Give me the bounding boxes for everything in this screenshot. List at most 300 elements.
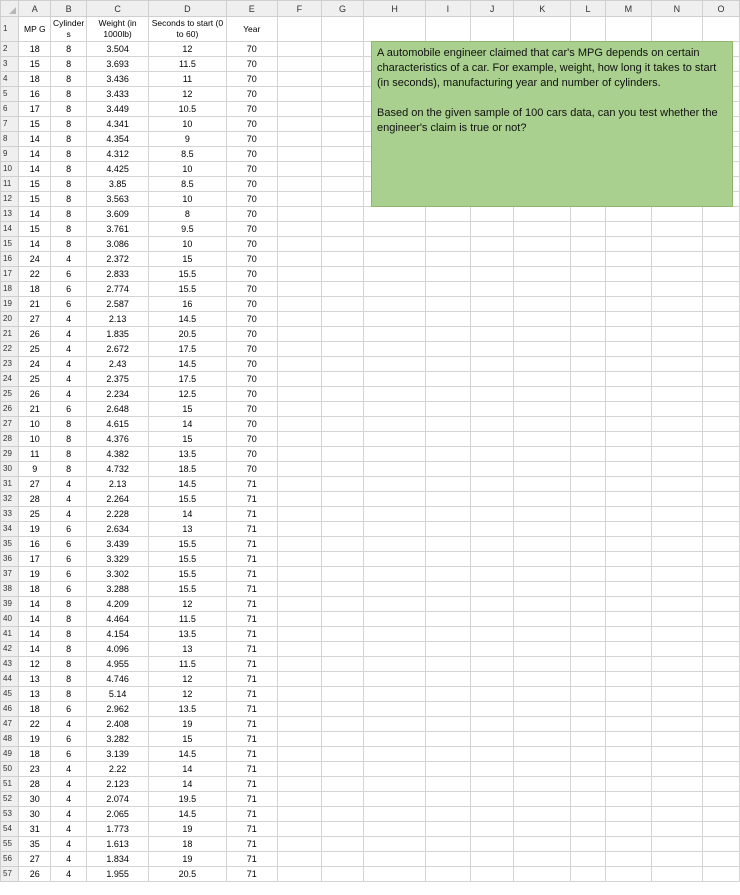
cell[interactable]: 4.425 — [86, 162, 148, 177]
cell[interactable] — [364, 357, 426, 372]
cell[interactable] — [571, 762, 606, 777]
cell[interactable]: 4 — [51, 252, 87, 267]
cell[interactable] — [514, 642, 571, 657]
cell[interactable] — [321, 702, 363, 717]
cell[interactable]: 71 — [226, 747, 277, 762]
cell[interactable]: 11 — [149, 72, 226, 87]
cell[interactable]: 21 — [19, 402, 51, 417]
cell[interactable] — [571, 252, 606, 267]
cell[interactable]: 70 — [226, 177, 277, 192]
cell[interactable]: 15 — [149, 432, 226, 447]
cell[interactable] — [571, 582, 606, 597]
cell[interactable]: 13.5 — [149, 702, 226, 717]
cell[interactable] — [277, 492, 321, 507]
cell[interactable]: 4 — [51, 357, 87, 372]
cell[interactable] — [426, 642, 471, 657]
cell[interactable]: 13.5 — [149, 447, 226, 462]
cell[interactable] — [571, 447, 606, 462]
cell[interactable] — [321, 612, 363, 627]
row-header[interactable]: 40 — [1, 612, 19, 627]
cell[interactable]: 15 — [19, 177, 51, 192]
cell[interactable]: 19 — [19, 732, 51, 747]
cell[interactable]: 14.5 — [149, 747, 226, 762]
cell[interactable]: 8 — [51, 222, 87, 237]
row-header[interactable]: 17 — [1, 267, 19, 282]
cell[interactable] — [470, 282, 514, 297]
cell[interactable]: 14 — [19, 147, 51, 162]
row-header[interactable]: 42 — [1, 642, 19, 657]
cell[interactable] — [277, 837, 321, 852]
cell[interactable] — [470, 642, 514, 657]
cell[interactable] — [277, 747, 321, 762]
row-header[interactable]: 41 — [1, 627, 19, 642]
cell[interactable] — [571, 597, 606, 612]
cell[interactable] — [514, 282, 571, 297]
cell[interactable]: 23 — [19, 762, 51, 777]
cell[interactable] — [321, 537, 363, 552]
cell[interactable] — [321, 672, 363, 687]
cell[interactable] — [514, 417, 571, 432]
cell[interactable] — [703, 522, 740, 537]
cell[interactable]: 5.14 — [86, 687, 148, 702]
row-header[interactable]: 34 — [1, 522, 19, 537]
cell[interactable] — [514, 627, 571, 642]
cell[interactable] — [514, 582, 571, 597]
cell[interactable] — [514, 327, 571, 342]
cell[interactable] — [571, 627, 606, 642]
cell[interactable]: 6 — [51, 267, 87, 282]
cell[interactable] — [605, 222, 651, 237]
cell[interactable] — [651, 282, 702, 297]
cell[interactable]: 6 — [51, 567, 87, 582]
cell[interactable] — [277, 267, 321, 282]
cell[interactable]: 70 — [226, 57, 277, 72]
problem-statement-note[interactable] — [371, 41, 733, 207]
cell[interactable]: 71 — [226, 627, 277, 642]
cell[interactable] — [426, 17, 471, 42]
cell[interactable]: 70 — [226, 42, 277, 57]
cell[interactable] — [651, 17, 702, 42]
cell[interactable]: 6 — [51, 582, 87, 597]
row-header[interactable]: 51 — [1, 777, 19, 792]
cell[interactable] — [470, 207, 514, 222]
cell[interactable]: 3.329 — [86, 552, 148, 567]
cell[interactable] — [277, 17, 321, 42]
cell[interactable] — [651, 372, 702, 387]
cell[interactable] — [321, 522, 363, 537]
cell[interactable] — [470, 852, 514, 867]
cell[interactable]: 9 — [149, 132, 226, 147]
cell[interactable] — [571, 732, 606, 747]
cell[interactable] — [426, 342, 471, 357]
cell[interactable]: 19 — [19, 567, 51, 582]
cell[interactable] — [277, 87, 321, 102]
cell[interactable] — [651, 297, 702, 312]
cell[interactable] — [426, 717, 471, 732]
cell[interactable] — [364, 492, 426, 507]
cell[interactable]: 19.5 — [149, 792, 226, 807]
row-header[interactable]: 20 — [1, 312, 19, 327]
cell[interactable] — [470, 657, 514, 672]
cell[interactable] — [364, 672, 426, 687]
cell[interactable]: 21 — [19, 297, 51, 312]
cell[interactable]: 71 — [226, 582, 277, 597]
cell[interactable] — [470, 792, 514, 807]
cell[interactable]: 1.613 — [86, 837, 148, 852]
cell[interactable]: 3.85 — [86, 177, 148, 192]
cell[interactable] — [605, 387, 651, 402]
cell[interactable] — [703, 732, 740, 747]
cell[interactable] — [651, 462, 702, 477]
cell[interactable] — [364, 552, 426, 567]
cell[interactable] — [364, 537, 426, 552]
cell[interactable] — [703, 672, 740, 687]
cell[interactable] — [364, 777, 426, 792]
cell[interactable] — [426, 852, 471, 867]
cell[interactable] — [605, 432, 651, 447]
cell[interactable] — [514, 552, 571, 567]
cell[interactable] — [605, 462, 651, 477]
cell[interactable] — [514, 312, 571, 327]
cell[interactable] — [514, 522, 571, 537]
cell[interactable] — [514, 837, 571, 852]
cell[interactable] — [514, 267, 571, 282]
cell[interactable] — [514, 222, 571, 237]
row-header[interactable]: 4 — [1, 72, 19, 87]
cell[interactable]: 12 — [19, 657, 51, 672]
cell[interactable]: 71 — [226, 672, 277, 687]
row-header[interactable]: 3 — [1, 57, 19, 72]
row-header[interactable]: 49 — [1, 747, 19, 762]
cell[interactable] — [321, 87, 363, 102]
cell[interactable] — [364, 297, 426, 312]
cell[interactable] — [703, 822, 740, 837]
cell[interactable] — [514, 297, 571, 312]
cell[interactable] — [277, 807, 321, 822]
cell[interactable]: 4 — [51, 477, 87, 492]
cell[interactable]: 70 — [226, 222, 277, 237]
cell[interactable] — [703, 747, 740, 762]
cell[interactable] — [514, 612, 571, 627]
cell[interactable] — [321, 207, 363, 222]
cell[interactable] — [605, 207, 651, 222]
cell[interactable] — [277, 777, 321, 792]
cell[interactable]: 14 — [19, 237, 51, 252]
cell[interactable]: 71 — [226, 822, 277, 837]
cell[interactable]: 15.5 — [149, 567, 226, 582]
cell[interactable] — [426, 657, 471, 672]
cell[interactable] — [426, 807, 471, 822]
cell[interactable] — [571, 267, 606, 282]
cell[interactable]: 4 — [51, 777, 87, 792]
cell[interactable]: 8 — [149, 207, 226, 222]
cell[interactable] — [277, 117, 321, 132]
cell[interactable] — [470, 342, 514, 357]
cell[interactable] — [514, 747, 571, 762]
cell[interactable] — [703, 252, 740, 267]
cell[interactable] — [703, 717, 740, 732]
cell[interactable] — [571, 792, 606, 807]
cell[interactable] — [426, 687, 471, 702]
cell[interactable] — [321, 357, 363, 372]
cell[interactable]: 2.22 — [86, 762, 148, 777]
cell[interactable] — [571, 717, 606, 732]
cell[interactable] — [426, 822, 471, 837]
cell[interactable] — [364, 657, 426, 672]
cell[interactable]: 6 — [51, 522, 87, 537]
cell[interactable]: 10 — [19, 417, 51, 432]
cell[interactable]: 3.433 — [86, 87, 148, 102]
cell[interactable] — [426, 582, 471, 597]
cell[interactable] — [605, 807, 651, 822]
cell[interactable] — [605, 417, 651, 432]
cell[interactable] — [605, 642, 651, 657]
cell[interactable] — [571, 327, 606, 342]
cell[interactable]: 2.264 — [86, 492, 148, 507]
cell[interactable] — [321, 387, 363, 402]
cell[interactable]: 6 — [51, 552, 87, 567]
cell[interactable] — [426, 672, 471, 687]
cell[interactable]: 12 — [149, 672, 226, 687]
cell[interactable] — [470, 612, 514, 627]
cell[interactable] — [651, 417, 702, 432]
cell[interactable] — [514, 807, 571, 822]
cell[interactable] — [277, 672, 321, 687]
cell[interactable]: 70 — [226, 162, 277, 177]
cell[interactable]: 26 — [19, 867, 51, 882]
cell[interactable] — [605, 402, 651, 417]
cell[interactable] — [514, 567, 571, 582]
cell[interactable] — [514, 402, 571, 417]
cell[interactable] — [364, 327, 426, 342]
cell[interactable] — [605, 612, 651, 627]
column-header[interactable]: I — [426, 1, 471, 17]
cell[interactable] — [470, 552, 514, 567]
cell[interactable]: 4 — [51, 372, 87, 387]
cell[interactable]: 70 — [226, 147, 277, 162]
cell[interactable] — [470, 357, 514, 372]
column-header[interactable]: A — [19, 1, 51, 17]
cell[interactable] — [514, 867, 571, 882]
cell[interactable]: 20.5 — [149, 327, 226, 342]
cell[interactable] — [605, 477, 651, 492]
cell[interactable] — [426, 357, 471, 372]
cell[interactable] — [651, 447, 702, 462]
row-header[interactable]: 12 — [1, 192, 19, 207]
cell[interactable] — [651, 222, 702, 237]
cell[interactable]: 70 — [226, 357, 277, 372]
cell[interactable]: 19 — [149, 717, 226, 732]
cell[interactable] — [321, 447, 363, 462]
cell[interactable] — [364, 687, 426, 702]
row-header[interactable]: 26 — [1, 402, 19, 417]
cell[interactable] — [470, 327, 514, 342]
row-header[interactable]: 38 — [1, 582, 19, 597]
cell[interactable]: 71 — [226, 807, 277, 822]
cell[interactable] — [571, 207, 606, 222]
cell[interactable] — [321, 102, 363, 117]
cell[interactable]: 14 — [149, 507, 226, 522]
cell[interactable]: 27 — [19, 852, 51, 867]
header-cell-seconds[interactable]: Seconds to start (0 to 60) — [149, 17, 226, 42]
cell[interactable] — [605, 747, 651, 762]
cell[interactable]: 18 — [19, 72, 51, 87]
cell[interactable] — [277, 177, 321, 192]
cell[interactable]: 4.615 — [86, 417, 148, 432]
cell[interactable]: 2.43 — [86, 357, 148, 372]
cell[interactable]: 4 — [51, 507, 87, 522]
header-cell-weight[interactable]: Weight (in 1000lb) — [86, 17, 148, 42]
cell[interactable]: 71 — [226, 537, 277, 552]
cell[interactable]: 8 — [51, 432, 87, 447]
cell[interactable] — [364, 612, 426, 627]
cell[interactable] — [470, 807, 514, 822]
cell[interactable]: 15 — [19, 222, 51, 237]
cell[interactable]: 2.074 — [86, 792, 148, 807]
cell[interactable] — [571, 357, 606, 372]
cell[interactable] — [651, 567, 702, 582]
cell[interactable] — [571, 852, 606, 867]
cell[interactable] — [364, 702, 426, 717]
cell[interactable] — [277, 102, 321, 117]
cell[interactable] — [426, 702, 471, 717]
cell[interactable]: 25 — [19, 507, 51, 522]
cell[interactable] — [571, 567, 606, 582]
row-header[interactable]: 46 — [1, 702, 19, 717]
cell[interactable] — [321, 327, 363, 342]
cell[interactable] — [470, 222, 514, 237]
cell[interactable] — [605, 537, 651, 552]
cell[interactable]: 8 — [51, 657, 87, 672]
cell[interactable] — [571, 747, 606, 762]
cell[interactable] — [651, 582, 702, 597]
cell[interactable] — [277, 252, 321, 267]
row-header[interactable]: 31 — [1, 477, 19, 492]
cell[interactable] — [605, 342, 651, 357]
cell[interactable] — [470, 387, 514, 402]
cell[interactable] — [321, 42, 363, 57]
cell[interactable] — [651, 537, 702, 552]
cell[interactable] — [364, 762, 426, 777]
cell[interactable] — [571, 822, 606, 837]
cell[interactable] — [703, 642, 740, 657]
cell[interactable] — [651, 732, 702, 747]
cell[interactable]: 15 — [149, 402, 226, 417]
cell[interactable] — [651, 657, 702, 672]
cell[interactable] — [514, 477, 571, 492]
cell[interactable]: 9.5 — [149, 222, 226, 237]
cell[interactable]: 3.086 — [86, 237, 148, 252]
row-header[interactable]: 15 — [1, 237, 19, 252]
cell[interactable] — [470, 432, 514, 447]
row-header[interactable]: 45 — [1, 687, 19, 702]
cell[interactable] — [605, 672, 651, 687]
cell[interactable] — [514, 717, 571, 732]
cell[interactable] — [571, 672, 606, 687]
cell[interactable] — [364, 792, 426, 807]
cell[interactable]: 14 — [149, 777, 226, 792]
cell[interactable]: 8 — [51, 417, 87, 432]
cell[interactable] — [277, 537, 321, 552]
cell[interactable] — [605, 507, 651, 522]
cell[interactable]: 71 — [226, 507, 277, 522]
cell[interactable]: 6 — [51, 702, 87, 717]
cell[interactable] — [514, 672, 571, 687]
cell[interactable] — [703, 552, 740, 567]
row-header[interactable]: 18 — [1, 282, 19, 297]
cell[interactable]: 15 — [19, 57, 51, 72]
cell[interactable]: 2.833 — [86, 267, 148, 282]
column-header[interactable]: M — [605, 1, 651, 17]
cell[interactable] — [605, 327, 651, 342]
cell[interactable] — [470, 312, 514, 327]
cell[interactable] — [605, 657, 651, 672]
cell[interactable] — [277, 42, 321, 57]
cell[interactable] — [321, 297, 363, 312]
cell[interactable] — [703, 207, 740, 222]
cell[interactable] — [426, 867, 471, 882]
cell[interactable]: 19 — [149, 822, 226, 837]
cell[interactable] — [321, 237, 363, 252]
cell[interactable] — [364, 477, 426, 492]
cell[interactable] — [514, 207, 571, 222]
cell[interactable] — [470, 252, 514, 267]
cell[interactable]: 8 — [51, 177, 87, 192]
cell[interactable]: 70 — [226, 312, 277, 327]
cell[interactable] — [470, 867, 514, 882]
cell[interactable] — [277, 237, 321, 252]
cell[interactable] — [426, 312, 471, 327]
cell[interactable] — [703, 447, 740, 462]
cell[interactable] — [703, 222, 740, 237]
cell[interactable]: 24 — [19, 357, 51, 372]
cell[interactable] — [651, 792, 702, 807]
cell[interactable] — [470, 492, 514, 507]
cell[interactable] — [426, 837, 471, 852]
cell[interactable] — [605, 837, 651, 852]
cell[interactable] — [426, 252, 471, 267]
cell[interactable] — [277, 507, 321, 522]
cell[interactable] — [321, 492, 363, 507]
cell[interactable]: 15 — [149, 252, 226, 267]
cell[interactable]: 4.746 — [86, 672, 148, 687]
cell[interactable]: 6 — [51, 282, 87, 297]
cell[interactable]: 70 — [226, 117, 277, 132]
cell[interactable]: 14 — [19, 162, 51, 177]
cell[interactable] — [277, 612, 321, 627]
select-all-corner[interactable] — [1, 1, 19, 17]
cell[interactable]: 13 — [19, 672, 51, 687]
cell[interactable] — [321, 402, 363, 417]
cell[interactable] — [426, 762, 471, 777]
cell[interactable] — [321, 732, 363, 747]
cell[interactable] — [470, 747, 514, 762]
cell[interactable]: 13 — [149, 642, 226, 657]
row-header[interactable]: 25 — [1, 387, 19, 402]
cell[interactable]: 15 — [19, 117, 51, 132]
cell[interactable]: 4 — [51, 837, 87, 852]
row-header[interactable]: 43 — [1, 657, 19, 672]
cell[interactable] — [321, 222, 363, 237]
cell[interactable] — [277, 132, 321, 147]
row-header[interactable]: 47 — [1, 717, 19, 732]
cell[interactable] — [364, 867, 426, 882]
cell[interactable] — [651, 342, 702, 357]
cell[interactable] — [703, 687, 740, 702]
cell[interactable] — [651, 642, 702, 657]
cell[interactable] — [470, 687, 514, 702]
cell[interactable] — [321, 312, 363, 327]
